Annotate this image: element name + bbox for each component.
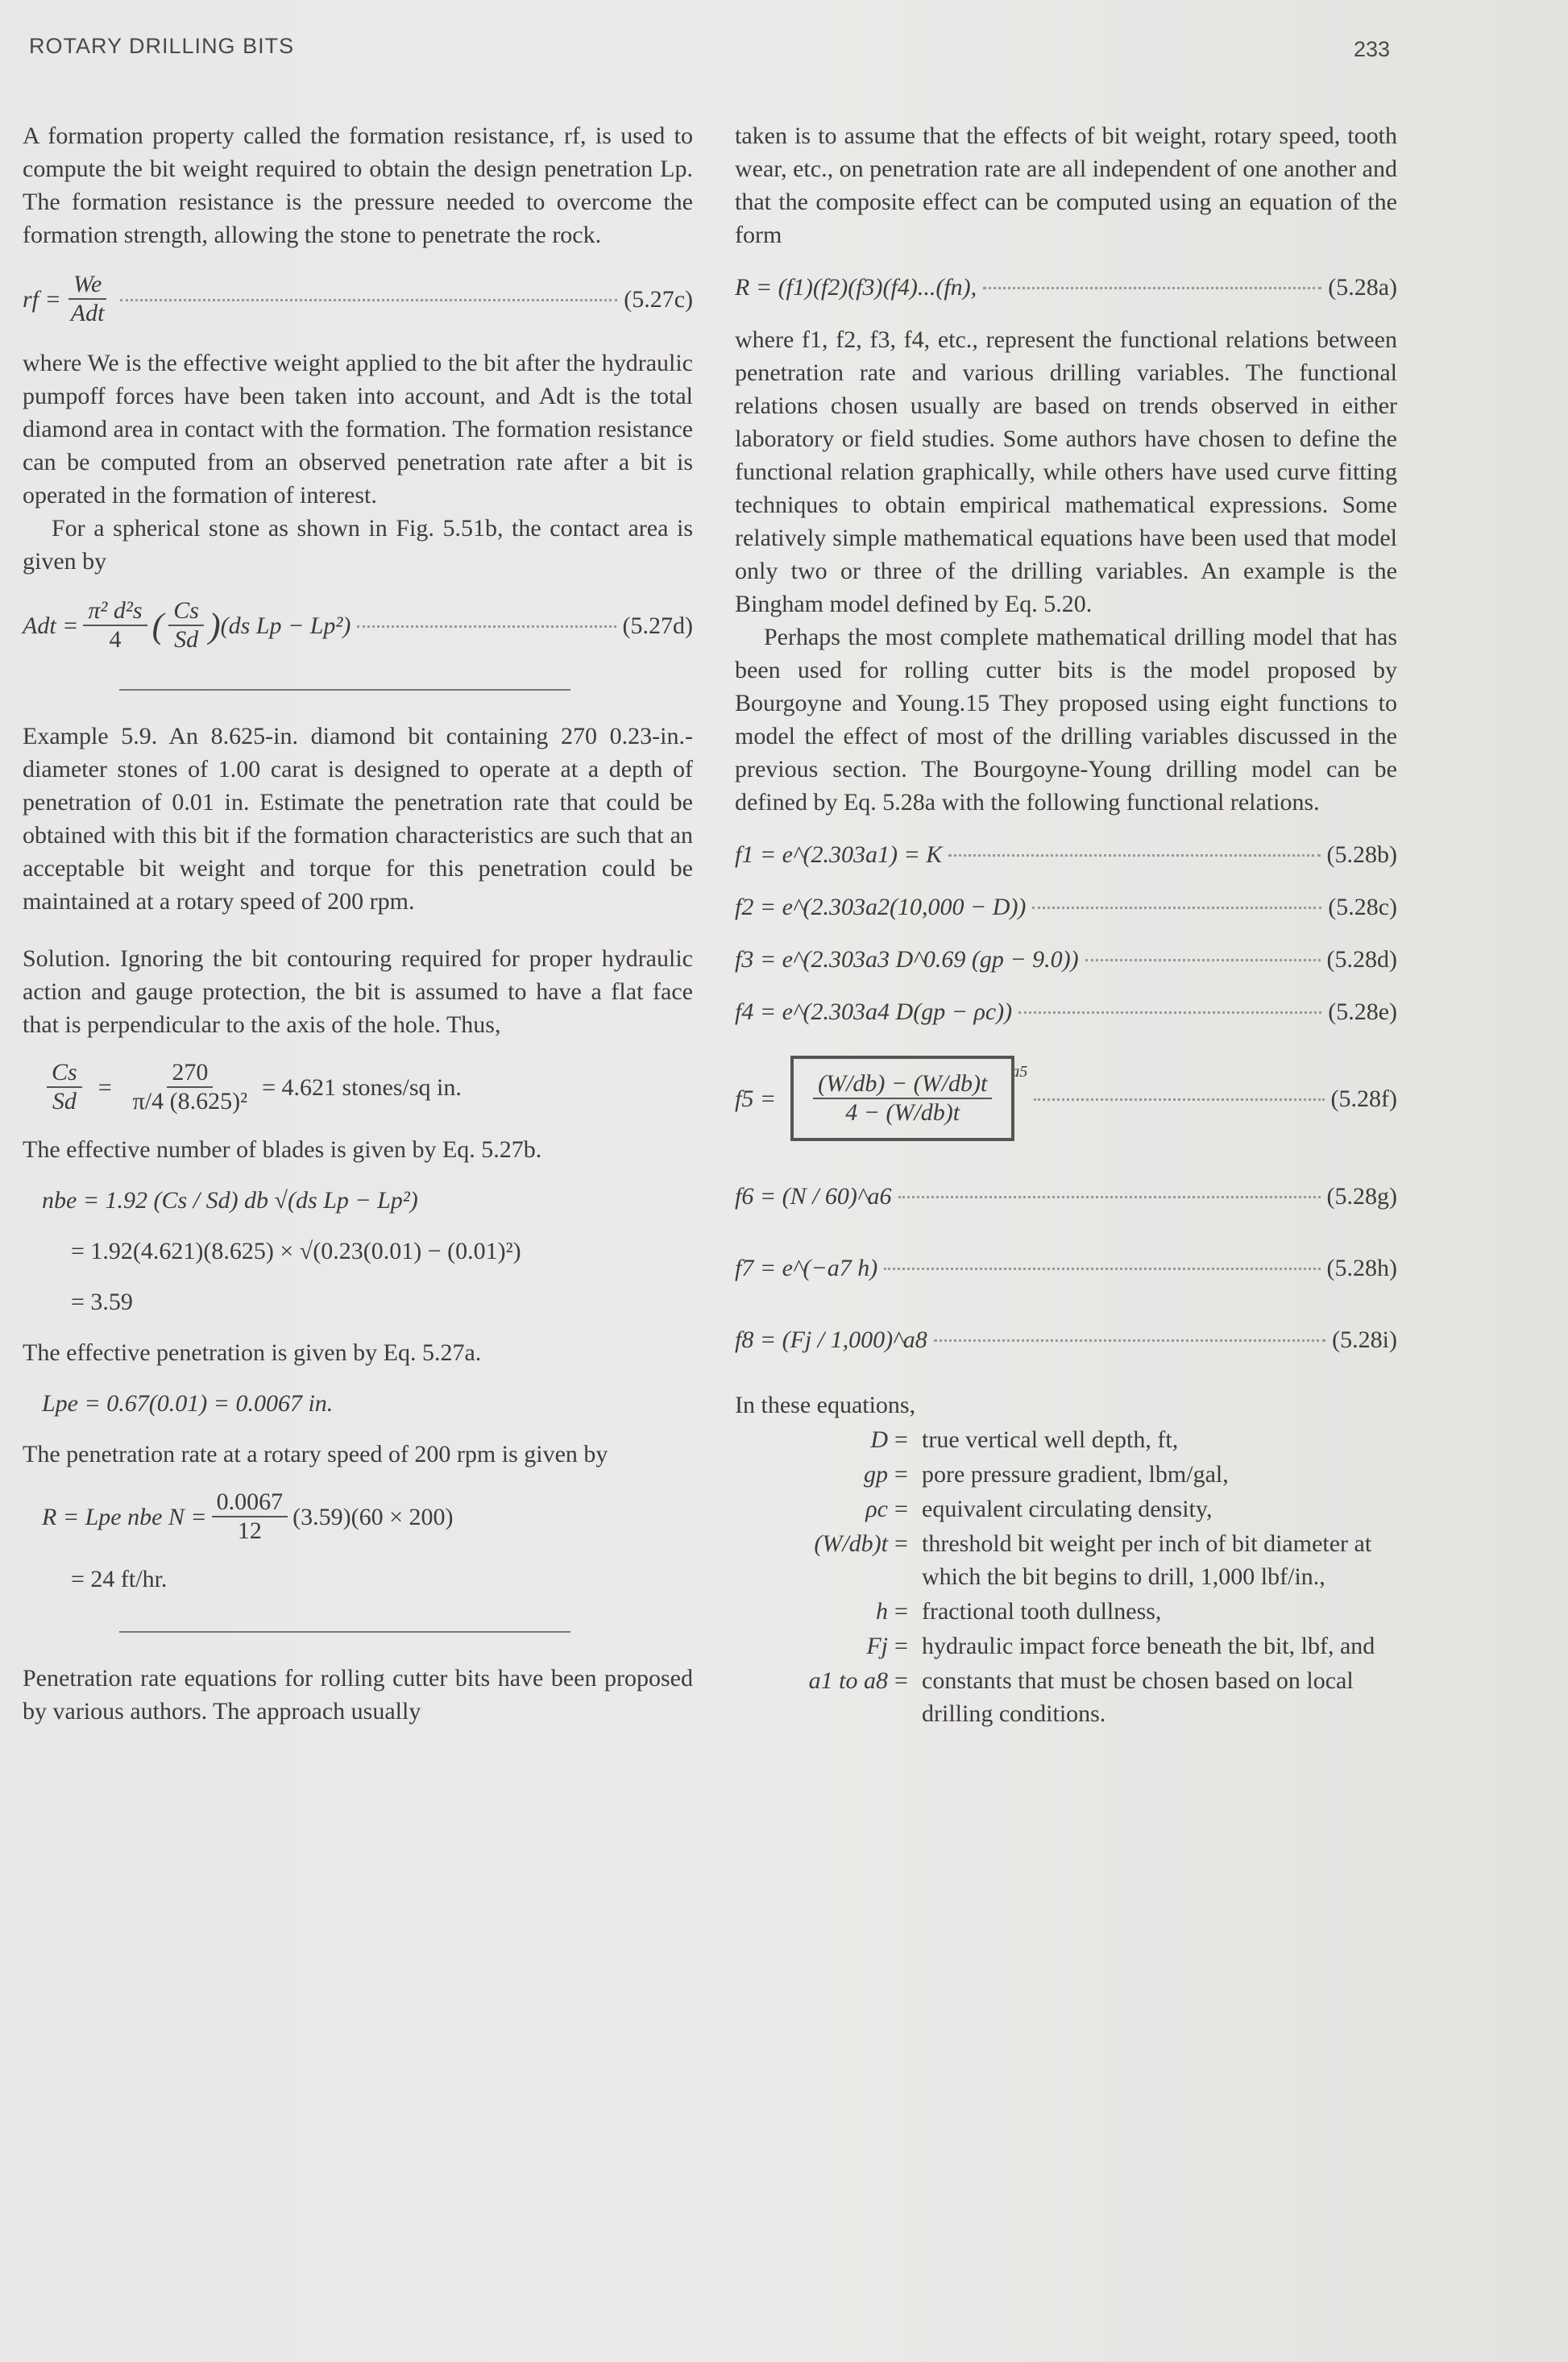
definition-text: constants that must be chosen based on local drilling conditions. <box>922 1667 1354 1727</box>
calc-blades-result: = 3.59 <box>71 1289 133 1315</box>
page-number: 233 <box>1354 37 1391 61</box>
equation-lhs: f2 = e^(2.303a2(10,000 − D)) <box>735 894 1027 920</box>
equation-number: (5.28b) <box>1326 841 1397 868</box>
equation-5-28e <box>735 995 1397 1028</box>
paragraph: A formation property called the formation resistance, rf, is used to compute the bit weight required to obtain the design penetration Lp. The formation resistance is the pressure needed to overcome the formation strength, allowing the stone to penetrate the rock. <box>23 122 693 248</box>
equation-number: (5.28e) <box>1328 998 1397 1025</box>
paragraph: The penetration rate at a rotary speed of 200 rpm is given by <box>23 1441 608 1467</box>
equation-number: (5.28a) <box>1328 274 1397 301</box>
example-divider-top <box>119 689 570 691</box>
denominator: Sd <box>174 626 199 653</box>
exponent: a5 <box>1011 1063 1028 1081</box>
equation-5-28g <box>735 1180 1397 1213</box>
equation-lhs: f1 = e^(2.303a1) = K <box>735 841 943 868</box>
equation-lhs: R = (f1)(f2)(f3)(f4)...(fn), <box>735 274 977 301</box>
definition-row <box>735 1664 1397 1730</box>
solution-text: Solution. Ignoring the bit contouring required for proper hydraulic action and gauge protection, the bit is assumed to have a flat face that is perpendicular to the axis of the hole. Thus, <box>23 945 693 1038</box>
equation-5-28f <box>735 1056 1397 1141</box>
definition-row <box>735 1527 1397 1593</box>
equals-sign: = <box>894 1530 908 1557</box>
running-head: ROTARY DRILLING BITS <box>29 34 295 58</box>
dot-leader <box>884 1266 1320 1270</box>
definition-text: fractional tooth dullness, <box>922 1598 1162 1625</box>
definition-symbol: a1 to a8 <box>808 1667 888 1694</box>
paragraph: where We is the effective weight applied to the bit after the hydraulic pumpoff forces have been taken into account, and Adt is the total diamond area in contact with the formation. The formation resistance can be computed from an observed penetration rate after a bit is operated in the formation of interest. <box>23 350 693 509</box>
equals-sign: = <box>894 1667 908 1694</box>
calc-stone-density <box>42 1059 693 1115</box>
denominator: Sd <box>52 1088 77 1115</box>
equation-number: (5.28h) <box>1326 1255 1397 1281</box>
definition-symbol: (W/db)t <box>814 1530 888 1557</box>
definitions-list <box>735 1389 1397 1730</box>
dot-leader <box>1032 905 1321 909</box>
definition-symbol: Fj <box>866 1633 888 1659</box>
top-right-term: (W/db)t <box>913 1070 988 1097</box>
equals-sign: = <box>894 1461 908 1488</box>
equals-sign: = <box>894 1426 908 1453</box>
equation-5-28c <box>735 890 1397 924</box>
fraction <box>168 597 204 654</box>
paren-close: ) <box>208 605 221 646</box>
denominator: π/4 (8.625)² <box>132 1088 248 1115</box>
equation-lhs: f5 = <box>735 1085 777 1112</box>
equation-number: (5.28g) <box>1326 1183 1397 1210</box>
definitions-intro: In these equations, <box>735 1392 916 1418</box>
definition-row <box>735 1492 1397 1526</box>
fraction <box>212 1488 288 1545</box>
denominator: 4 <box>109 626 122 653</box>
numerator: 0.0067 <box>212 1488 288 1517</box>
equation-5-27c <box>23 271 693 327</box>
equation-number: (5.28c) <box>1328 894 1397 920</box>
equation-5-28b <box>735 838 1397 871</box>
paragraph: The effective number of blades is given by Eq. 5.27b. <box>23 1136 542 1163</box>
dot-leader <box>120 297 617 301</box>
definition-row <box>735 1423 1397 1456</box>
dot-leader <box>898 1194 1321 1198</box>
definition-row <box>735 1629 1397 1663</box>
calc-rate-result: = 24 ft/hr. <box>71 1566 168 1592</box>
calc-blades-formula: nbe = 1.92 (Cs / Sd) db √(ds Lp − Lp²) <box>42 1187 418 1214</box>
equation-lhs: f6 = (N / 60)^a6 <box>735 1183 892 1210</box>
dot-leader <box>948 853 1320 857</box>
numerator: Cs <box>47 1059 82 1088</box>
dot-leader <box>983 285 1321 289</box>
equation-lhs: Adt = <box>23 612 79 639</box>
equation-lhs: rf = <box>23 285 61 313</box>
equation-tail: (ds Lp − Lp²) <box>220 612 351 639</box>
minus-sign: − <box>890 1070 908 1097</box>
definition-text: true vertical well depth, ft, <box>922 1426 1179 1453</box>
equation-number: (5.27c) <box>624 285 693 313</box>
equation-lhs: f4 = e^(2.303a4 D(gp − ρc)) <box>735 998 1013 1025</box>
equation-tail: (3.59)(60 × 200) <box>292 1503 454 1530</box>
fraction <box>813 1070 992 1127</box>
numerator: We <box>68 271 107 300</box>
bracket-expression <box>794 1056 1011 1141</box>
definition-symbol: ρc <box>865 1496 888 1522</box>
denominator: Adt <box>70 300 105 326</box>
paren-open: ( <box>151 605 164 646</box>
dot-leader <box>934 1338 1325 1342</box>
paragraph: where f1, f2, f3, f4, etc., represent the functional relations between penetration rate and various drilling variables. The functional relations chosen usually are based on trends observed in either laboratory or field studies. Some authors have chosen to define the functional relation graphically, while others have used curve fitting techniques to obtain empirical mathematical expressions. Some relatively simple mathematical equations have been used that model only two or three of the drilling variables. An example is the Bingham model defined by Eq. 5.20. <box>735 326 1397 617</box>
paragraph: taken is to assume that the effects of bit weight, rotary speed, tooth wear, etc., on penetration rate are all independent of one another and that the composite effect can be computed using an equation of the form <box>735 122 1397 248</box>
definition-text: threshold bit weight per inch of bit diameter at which the bit begins to drill, 1,000 lbf/in., <box>922 1530 1372 1590</box>
definition-symbol: D <box>870 1426 888 1453</box>
paragraph: Perhaps the most complete mathematical drilling model that has been used for rolling cutter bits is the model proposed by Bourgoyne and Young.15 They proposed using eight functions to model the effect of most of the drilling variables discussed in the previous section. The Bourgoyne-Young drilling model can be defined by Eq. 5.28a with the following functional relations. <box>735 624 1397 816</box>
fraction <box>83 597 147 654</box>
definition-symbol: gp <box>864 1461 888 1488</box>
left-column <box>23 119 693 1728</box>
definition-symbol: h <box>876 1598 888 1625</box>
dot-leader <box>1034 1097 1324 1101</box>
example-text: Example 5.9. An 8.625-in. diamond bit containing 270 0.23-in.-diameter stones of 1.00 carat is designed to operate at a depth of penetration of 0.01 in. Estimate the penetration rate that could be obtained with this bit if the formation characteristics are such that an acceptable bit weight and torque for this penetration could be maintained at a rotary speed of 200 rpm. <box>23 723 693 915</box>
equals-sign: = <box>894 1633 908 1659</box>
equation-lhs: R = Lpe nbe N = <box>42 1503 207 1530</box>
numerator <box>813 1070 992 1099</box>
paragraph: The effective penetration is given by Eq. 5.27a. <box>23 1339 482 1366</box>
equation-5-28a <box>735 271 1397 304</box>
equals-sign: = <box>894 1496 908 1522</box>
dot-leader <box>1018 1010 1321 1014</box>
fraction <box>66 271 110 327</box>
denominator: 4 − (W/db)t <box>845 1099 960 1126</box>
equation-number: (5.28d) <box>1326 946 1397 973</box>
equation-lhs: f7 = e^(−a7 h) <box>735 1255 878 1281</box>
result: = 4.621 stones/sq in. <box>262 1073 462 1101</box>
equals-sign: = <box>894 1598 908 1625</box>
equation-5-28i <box>735 1323 1397 1356</box>
definition-text: hydraulic impact force beneath the bit, lbf, and <box>922 1633 1375 1659</box>
equals-sign: = <box>97 1073 112 1101</box>
dot-leader <box>1085 957 1321 961</box>
top-left-term: (W/db) <box>818 1070 886 1097</box>
definition-text: equivalent circulating density, <box>922 1496 1213 1522</box>
fraction <box>128 1059 252 1115</box>
denominator: 12 <box>237 1517 262 1544</box>
equation-5-27d <box>23 597 693 654</box>
dot-leader <box>357 624 616 628</box>
equation-5-28d <box>735 943 1397 976</box>
equation-5-28h <box>735 1252 1397 1285</box>
example-divider-bottom <box>119 1631 570 1633</box>
calc-blades-substitution: = 1.92(4.621)(8.625) × √(0.23(0.01) − (0.01)²) <box>71 1238 521 1264</box>
definition-text: pore pressure gradient, lbm/gal, <box>922 1461 1229 1488</box>
equation-number: (5.28f) <box>1330 1085 1397 1112</box>
equation-number: (5.28i) <box>1332 1326 1397 1353</box>
numerator: π² d²s <box>83 597 147 626</box>
right-column <box>735 119 1397 1732</box>
calc-penetration: Lpe = 0.67(0.01) = 0.0067 in. <box>42 1390 334 1417</box>
paragraph: Penetration rate equations for rolling cutter bits have been proposed by various authors. The approach usually <box>23 1665 693 1725</box>
paragraph: For a spherical stone as shown in Fig. 5.51b, the contact area is given by <box>23 515 693 575</box>
equation-lhs: f3 = e^(2.303a3 D^0.69 (gp − 9.0)) <box>735 946 1079 973</box>
definition-row <box>735 1595 1397 1628</box>
calc-rate <box>42 1488 693 1545</box>
definition-row <box>735 1458 1397 1491</box>
equation-number: (5.27d) <box>622 612 693 639</box>
fraction <box>47 1059 82 1115</box>
numerator: Cs <box>168 597 204 626</box>
numerator: 270 <box>167 1059 213 1088</box>
equation-lhs: f8 = (Fj / 1,000)^a8 <box>735 1326 927 1353</box>
